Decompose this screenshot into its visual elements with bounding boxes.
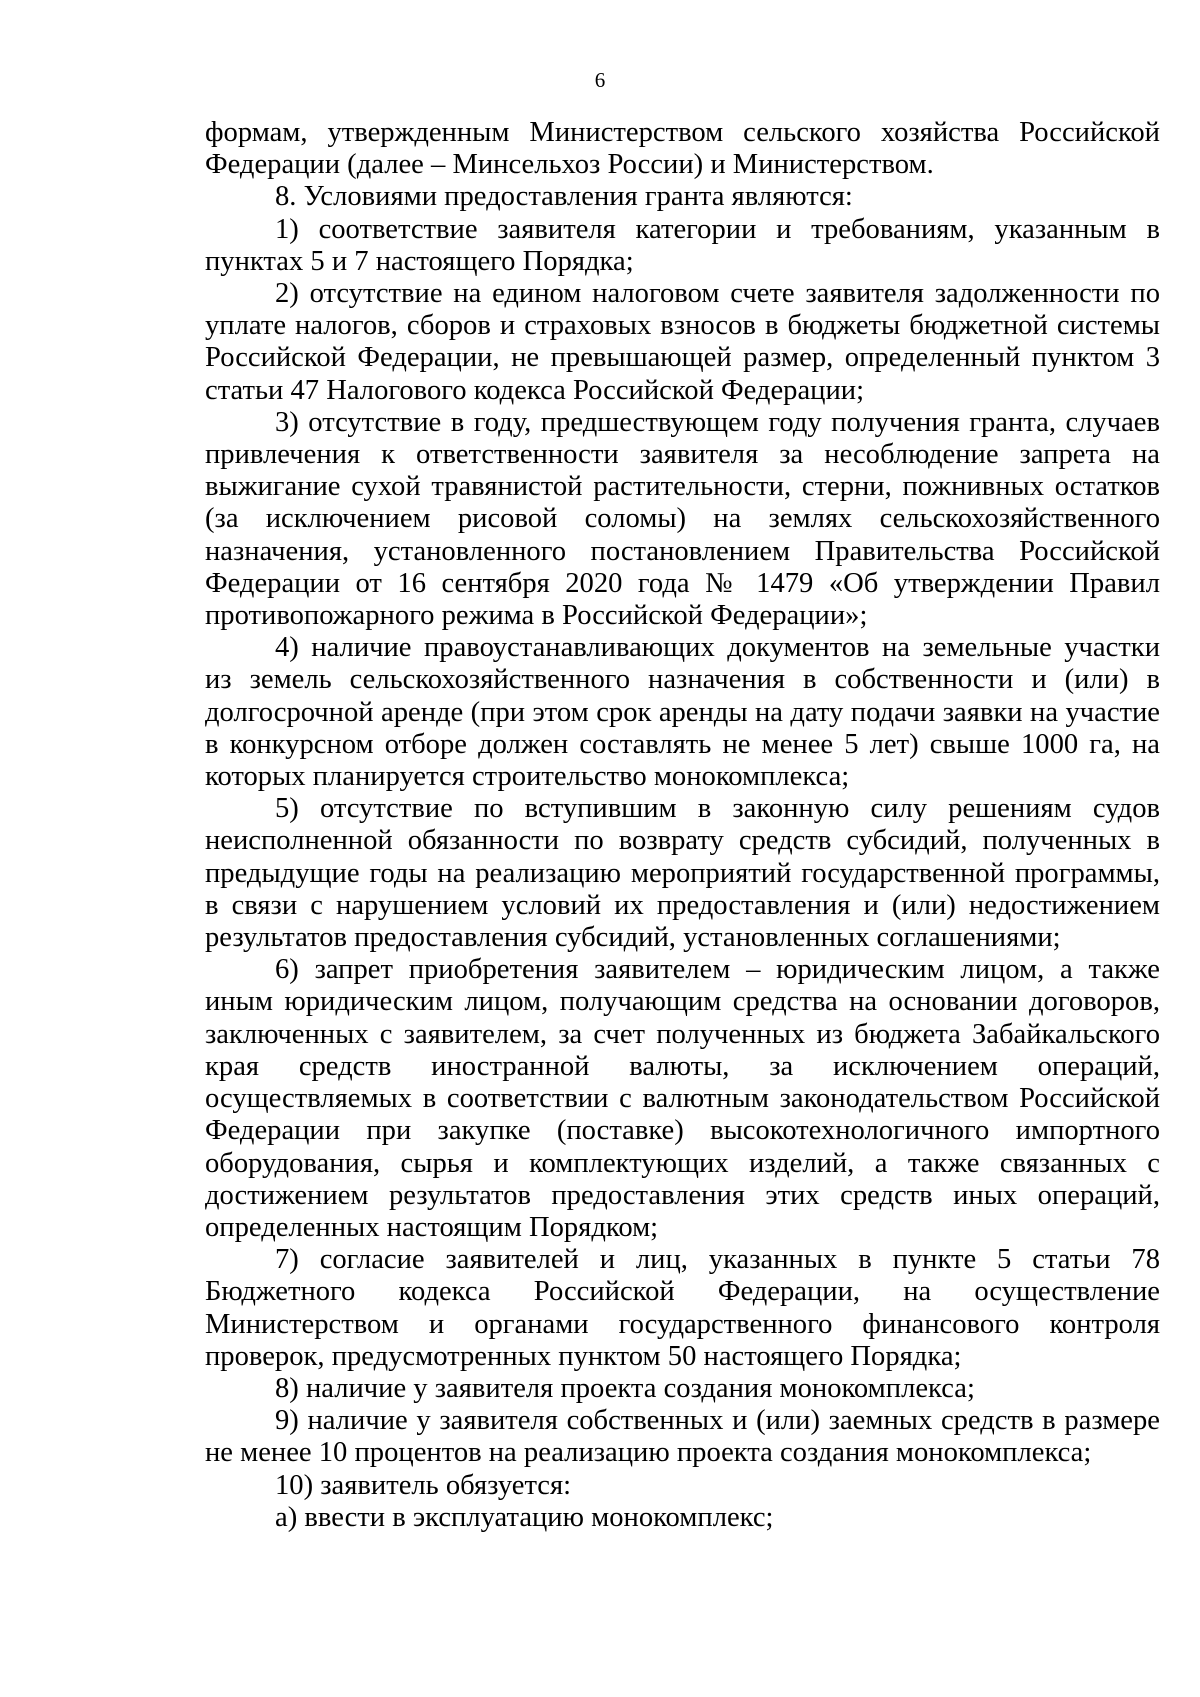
page-number: 6 xyxy=(594,68,606,92)
paragraph-continuation: формам, утвержденным Министерством сельского хозяйства Российской Федерации (далее – Минсельхоз России) и Министерством. xyxy=(205,117,1160,181)
paragraph-item-6: 6) запрет приобретения заявителем – юридическим лицом, а также иным юридическим лицом, получающим средства на основании договоров, заключенных с заявителем, за счет полученных из бюджета Забайкальского края средств иностранной валюты, за исключением операций, осуществляемых в соответствии с валютным законодательством Российской Федерации при закупке (поставке) высокотехнологичного импортного оборудования, сырья и комплектующих изделий, а также связанных с достижением результатов предоставления этих средств иных операций, определенных настоящим Порядком; xyxy=(205,954,1160,1243)
paragraph-item-8: 8) наличие у заявителя проекта создания монокомплекса; xyxy=(275,1372,975,1404)
paragraph-item-4: 4) наличие правоустанавливающих документов на земельные участки из земель сельскохозяйственного назначения в собственности и (или) в долгосрочной аренде (при этом срок аренды на дату подачи заявки на участие в конкурсном отборе должен составлять не менее 5 лет) свыше 1000 га, на которых планируется строительство монокомплекса; xyxy=(205,632,1160,793)
paragraph-8-heading: 8. Условиями предоставления гранта являются: xyxy=(275,181,853,213)
paragraph-item-10: 10) заявитель обязуется: xyxy=(275,1469,572,1501)
paragraph-item-1: 1) соответствие заявителя категории и требованиям, указанным в пунктах 5 и 7 настоящего Порядка; xyxy=(205,213,1160,277)
document-body xyxy=(205,117,1160,1534)
paragraph-item-5: 5) отсутствие по вступившим в законную силу решениям судов неисполненной обязанности по возврату средств субсидий, полученных в предыдущие годы на реализацию мероприятий государственной программы, в связи с нарушением условий их предоставления и (или) недостижением результатов предоставления субсидий, установленных соглашениями; xyxy=(205,793,1160,954)
paragraph-item-10a: а) ввести в эксплуатацию монокомплекс; xyxy=(275,1501,774,1533)
paragraph-item-9: 9) наличие у заявителя собственных и (или) заемных средств в размере не менее 10 процентов на реализацию проекта создания монокомплекса; xyxy=(205,1405,1160,1469)
paragraph-item-7: 7) согласие заявителей и лиц, указанных в пункте 5 статьи 78 Бюджетного кодекса Российской Федерации, на осуществление Министерством и органами государственного финансового контроля проверок, предусмотренных пунктом 50 настоящего Порядка; xyxy=(205,1244,1160,1372)
paragraph-item-2: 2) отсутствие на едином налоговом счете заявителя задолженности по уплате налогов, сборов и страховых взносов в бюджеты бюджетной системы Российской Федерации, не превышающей размер, определенный пунктом 3 статьи 47 Налогового кодекса Российской Федерации; xyxy=(205,278,1160,406)
paragraph-item-3: 3) отсутствие в году, предшествующем году получения гранта, случаев привлечения к ответственности заявителя за несоблюдение запрета на выжигание сухой травянистой растительности, стерни, пожнивных остатков (за исключением рисовой соломы) на землях сельскохозяйственного назначения, установленного постановлением Правительства Российской Федерации от 16 сентября 2020 года № 1479 «Об утверждении Правил противопожарного режима в Российской Федерации»; xyxy=(205,406,1160,632)
